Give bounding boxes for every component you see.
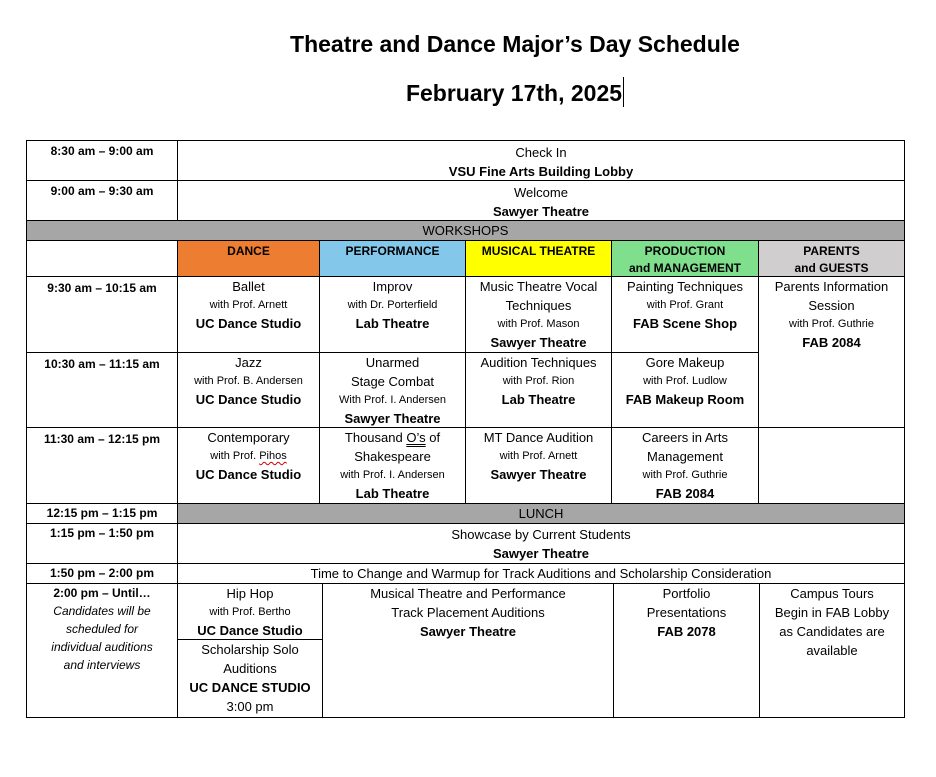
slot1-parents-instructor: with Prof. Guthrie [789, 318, 874, 330]
campus-tours-cell [759, 583, 905, 718]
checkin-location: VSU Fine Arts Building Lobby [448, 164, 634, 179]
scholarship-cell [177, 639, 323, 718]
tours-line4: available [806, 643, 858, 658]
slot3-performance [319, 427, 466, 504]
slot2-production-instructor: with Prof. Ludlow [643, 375, 727, 387]
slot2-performance-title2: Stage Combat [350, 374, 435, 389]
slot2-production-location: FAB Makeup Room [625, 392, 745, 407]
slot1-musical-title2: Techniques [505, 298, 572, 313]
slot3-musical [465, 427, 612, 504]
slot3-production-instructor: with Prof. Guthrie [642, 469, 728, 481]
time-slot-3: 11:30 am – 12:15 pm [26, 427, 178, 504]
slot1-performance-instructor: with Dr. Porterfield [347, 299, 438, 311]
track-location: Sawyer Theatre [419, 624, 517, 639]
header-blank-cell [26, 240, 178, 277]
time-welcome: 9:00 am – 9:30 am [26, 180, 178, 221]
slot3-dance-instructor [178, 447, 319, 465]
final-time-cell [26, 583, 178, 718]
final-note-line3: individual auditions [51, 640, 153, 654]
text-cursor [623, 77, 624, 107]
column-header-performance: PERFORMANCE [319, 240, 466, 277]
slot3-performance-location: Lab Theatre [355, 486, 430, 501]
time-lunch: 12:15 pm – 1:15 pm [26, 503, 178, 524]
column-header-musical-theatre: MUSICAL THEATRE [465, 240, 612, 277]
slot1-musical-location: Sawyer Theatre [490, 335, 587, 350]
slot3-production-location: FAB 2084 [655, 486, 715, 501]
slot1-dance [177, 276, 320, 353]
slot2-musical-instructor: with Prof. Rion [502, 375, 575, 387]
slot3-title-suffix: of [425, 430, 441, 445]
slot1-production-title: Painting Techniques [626, 279, 744, 294]
slot3-production [611, 427, 759, 504]
final-note-line1: Candidates will be [53, 604, 151, 618]
slot3-performance-title1 [320, 428, 465, 447]
time-showcase: 1:15 pm – 1:50 pm [26, 523, 178, 564]
portfolio-location: FAB 2078 [657, 624, 716, 639]
scholarship-title2: Auditions [223, 661, 277, 676]
slot2-musical-title: Audition Techniques [480, 355, 597, 370]
lunch-banner: LUNCH [177, 503, 905, 524]
final-note-line4: and interviews [63, 658, 141, 672]
slot1-dance-instructor: with Prof. Arnett [209, 299, 288, 311]
date-text: February 17th, 2025 [405, 80, 623, 106]
portfolio-line1: Portfolio [662, 586, 711, 601]
hiphop-location: UC Dance Studio [197, 623, 303, 638]
slot1-parents-title2: Session [808, 298, 855, 313]
slot3-dance-title: Contemporary [207, 430, 290, 445]
workshops-banner: WORKSHOPS [26, 220, 905, 241]
slot3-musical-location: Sawyer Theatre [490, 467, 587, 482]
slot2-dance-title: Jazz [235, 355, 262, 370]
slot3-dance-location: UC Dance Studio [195, 467, 302, 482]
slot1-musical [465, 276, 612, 353]
slot2-dance-location: UC Dance Studio [195, 392, 302, 407]
slot1-musical-title1: Music Theatre Vocal [479, 279, 598, 294]
slot2-production [611, 352, 759, 428]
column-header-dance: DANCE [177, 240, 320, 277]
slot2-performance-title1: Unarmed [365, 355, 420, 370]
portfolio-cell [613, 583, 760, 718]
slot3-musical-instructor: with Prof. Arnett [499, 450, 578, 462]
time-checkin: 8:30 am – 9:00 am [26, 140, 178, 181]
checkin-event: Check In [515, 145, 567, 160]
tours-line1: Campus Tours [790, 586, 874, 601]
track-auditions-cell [322, 583, 614, 718]
slot2-musical [465, 352, 612, 428]
scholarship-location: UC DANCE STUDIO [189, 680, 311, 695]
slot1-parents-location: FAB 2084 [802, 335, 861, 350]
slot2-performance [319, 352, 466, 428]
production-header-line1: PRODUCTION [644, 244, 726, 258]
slot3-dance-with-name: Pihos [259, 450, 287, 462]
page-title: Theatre and Dance Major’s Day Schedule [290, 31, 740, 57]
slot2-performance-location: Sawyer Theatre [344, 411, 441, 426]
parents-header-line2: and GUESTS [794, 261, 869, 275]
showcase-event: Showcase by Current Students [451, 527, 631, 542]
slot3-performance-title2: Shakespeare [354, 449, 431, 464]
slot3-parents-empty [758, 427, 905, 504]
schedule-table [26, 140, 905, 718]
track-line1: Musical Theatre and Performance [370, 586, 566, 601]
slot3-title-prefix: Thousand [344, 430, 407, 445]
slot2-dance [177, 352, 320, 428]
showcase-location: Sawyer Theatre [492, 546, 590, 561]
slot3-musical-title: MT Dance Audition [483, 430, 594, 445]
final-time: 2:00 pm – Until… [53, 586, 151, 600]
parents-header-line1: PARENTS [803, 244, 860, 258]
time-slot-1: 9:30 am – 10:15 am [26, 276, 178, 353]
slot1-dance-title: Ballet [232, 279, 265, 294]
showcase-cell [177, 523, 905, 564]
welcome-location: Sawyer Theatre [492, 204, 590, 219]
slot2-production-title: Gore Makeup [645, 355, 725, 370]
slot3-dance-with-prefix: with Prof. [210, 450, 260, 462]
slot1-production-location: FAB Scene Shop [632, 316, 738, 331]
hiphop-cell [177, 583, 323, 640]
slot3-production-title2: Management [647, 449, 723, 464]
scholarship-time: 3:00 pm [226, 699, 274, 714]
final-note-line2: scheduled for [65, 622, 139, 636]
change-cell: Time to Change and Warmup for Track Auditions and Scholarship Consideration [177, 563, 905, 584]
production-header-line2: and MANAGEMENT [629, 261, 741, 275]
welcome-cell [177, 180, 905, 221]
portfolio-line2: Presentations [646, 605, 727, 620]
slot2-performance-instructor: With Prof. I. Andersen [339, 394, 446, 406]
slot1-performance-title: Improv [372, 279, 413, 294]
slot1-parents-title1: Parents Information [774, 279, 889, 294]
slot3-production-title1: Careers in Arts [642, 430, 728, 445]
slot1-production [611, 276, 759, 353]
slot1-parents [758, 276, 905, 428]
hiphop-instructor: with Prof. Bertho [209, 606, 291, 618]
column-header-production [611, 240, 759, 277]
tours-line3: as Candidates are [779, 624, 885, 639]
slot1-musical-instructor: with Prof. Mason [497, 318, 580, 330]
time-change: 1:50 pm – 2:00 pm [26, 563, 178, 584]
scholarship-title1: Scholarship Solo [201, 642, 299, 657]
slot2-musical-location: Lab Theatre [501, 392, 576, 407]
track-line2: Track Placement Auditions [391, 605, 545, 620]
slot1-production-instructor: with Prof. Grant [646, 299, 724, 311]
slot2-dance-instructor: with Prof. B. Andersen [194, 375, 303, 387]
page-date [0, 77, 936, 107]
slot1-performance-location: Lab Theatre [355, 316, 430, 331]
column-header-parents [758, 240, 905, 277]
slot3-title-mark: O’s [406, 430, 426, 445]
tours-line2: Begin in FAB Lobby [774, 605, 890, 620]
slot3-performance-instructor: with Prof. I. Andersen [340, 469, 445, 481]
welcome-event: Welcome [514, 185, 568, 200]
slot3-dance [177, 427, 320, 504]
slot1-performance [319, 276, 466, 353]
hiphop-title: Hip Hop [226, 586, 274, 601]
slot1-dance-location: UC Dance Studio [195, 316, 302, 331]
time-slot-2: 10:30 am – 11:15 am [26, 352, 178, 428]
checkin-cell [177, 140, 905, 181]
